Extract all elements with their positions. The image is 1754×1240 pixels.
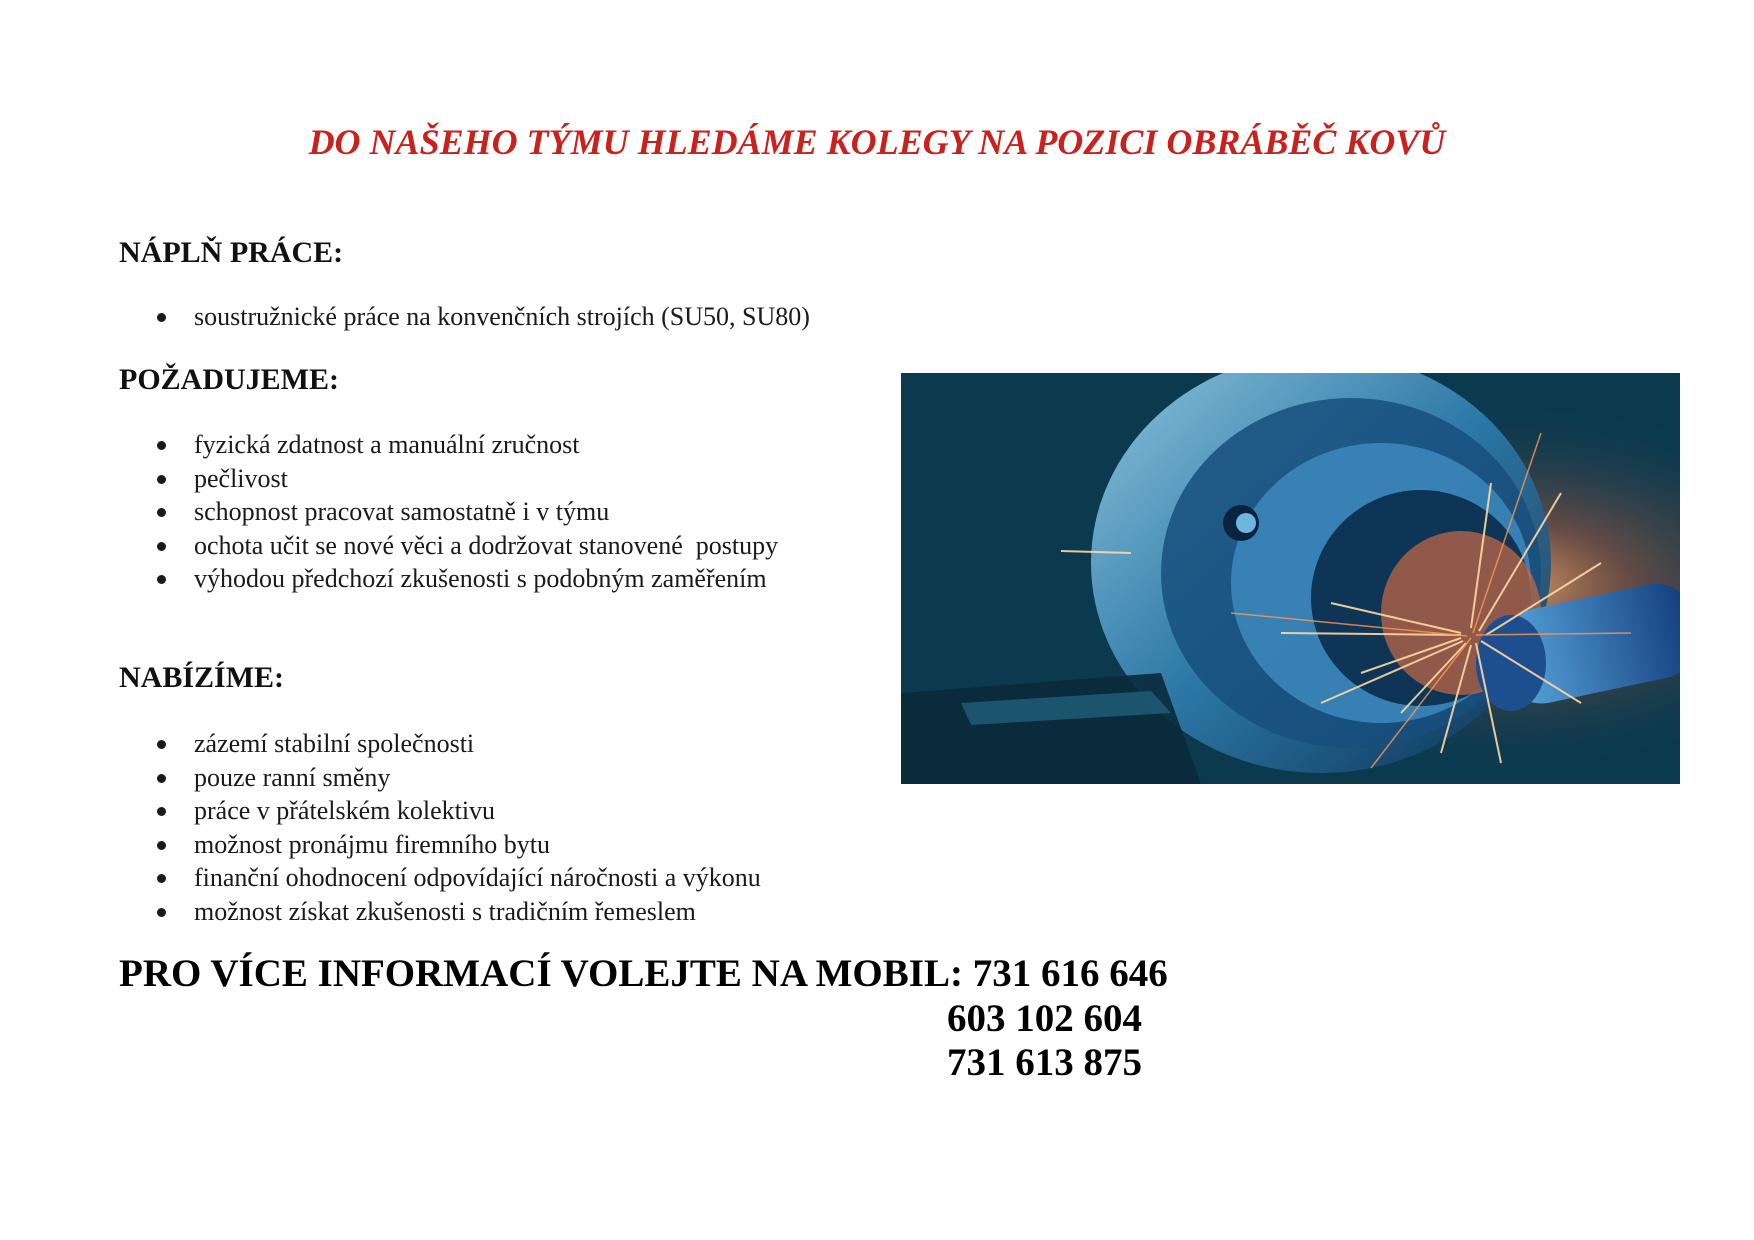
list-nabizime	[119, 727, 761, 928]
list-item: možnost pronájmu firemního bytu	[119, 828, 761, 862]
list-item: fyzická zdatnost a manuální zručnost	[119, 428, 778, 462]
contact-line: PRO VÍCE INFORMACÍ VOLEJTE NA MOBIL: 731 616 646	[119, 952, 1168, 995]
bullet-icon	[157, 542, 166, 551]
list-item: výhodou předchozí zkušenosti s podobným zaměřením	[119, 562, 778, 596]
list-item: ochota učit se nové věci a dodržovat stanovené postupy	[119, 529, 778, 563]
bullet-icon	[157, 908, 166, 917]
phone-number: 731 613 875	[947, 1041, 1142, 1084]
bullet-icon	[157, 508, 166, 517]
list-item: pečlivost	[119, 462, 778, 496]
list-item: finanční ohodnocení odpovídající náročnosti a výkonu	[119, 861, 761, 895]
list-item: pouze ranní směny	[119, 761, 761, 795]
list-item: schopnost pracovat samostatně i v týmu	[119, 495, 778, 529]
bullet-icon	[157, 774, 166, 783]
bullet-icon	[157, 807, 166, 816]
phone-number: 603 102 604	[947, 997, 1142, 1040]
phone-list	[947, 997, 1142, 1085]
lathe-photo-icon	[901, 373, 1680, 784]
list-pozadujeme	[119, 428, 778, 596]
bullet-icon	[157, 313, 166, 322]
list-item: práce v přátelském kolektivu	[119, 794, 761, 828]
section-heading-nabizime: NABÍZÍME:	[119, 661, 285, 694]
list-item: zázemí stabilní společnosti	[119, 727, 761, 761]
list-item: možnost získat zkušenosti s tradičním řemeslem	[119, 895, 761, 929]
page-title: DO NAŠEHO TÝMU HLEDÁME KOLEGY NA POZICI OBRÁBĚČ KOVŮ	[308, 122, 1446, 162]
section-heading-pozadujeme: POŽADUJEME:	[119, 363, 339, 396]
bullet-icon	[157, 740, 166, 749]
bullet-icon	[157, 441, 166, 450]
bullet-icon	[157, 575, 166, 584]
list-item: soustružnické práce na konvenčních strojích (SU50, SU80)	[119, 300, 810, 334]
bullet-icon	[157, 475, 166, 484]
list-napln	[119, 300, 810, 334]
bullet-icon	[157, 841, 166, 850]
section-heading-napln: NÁPLŇ PRÁCE:	[119, 236, 344, 269]
bullet-icon	[157, 874, 166, 883]
